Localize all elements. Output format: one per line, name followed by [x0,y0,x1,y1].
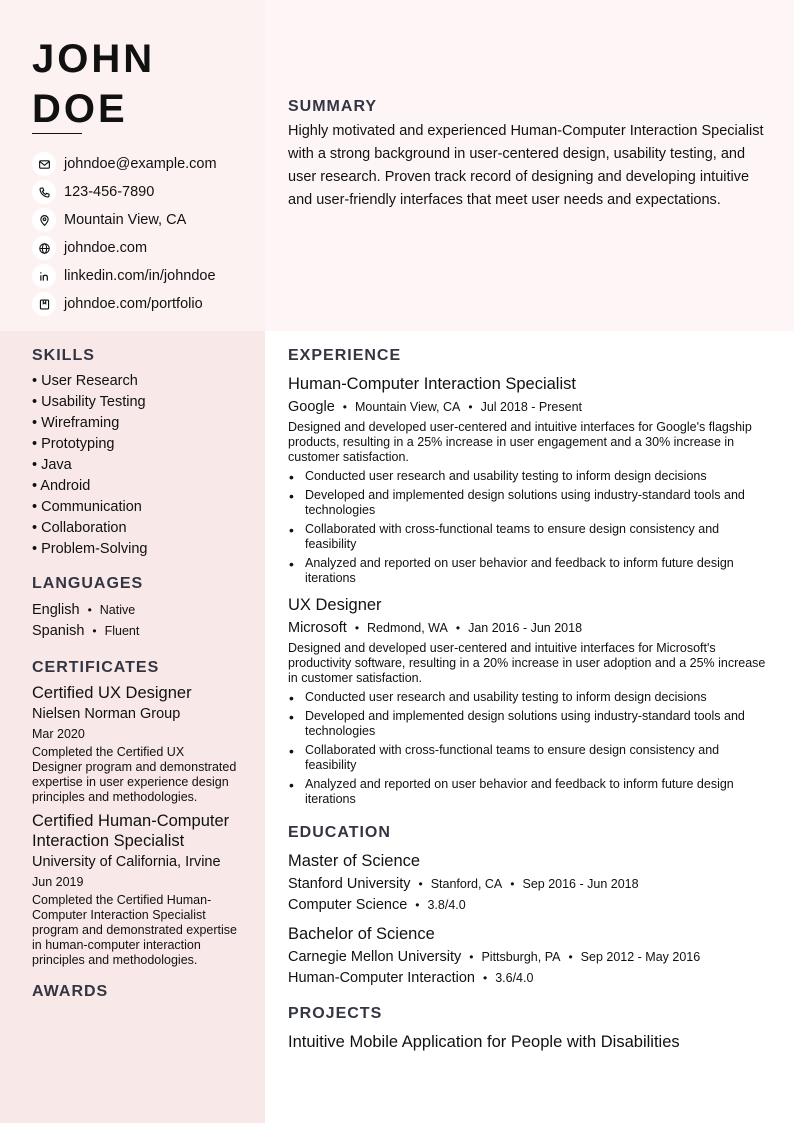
certificate-date: Mar 2020 [32,727,85,741]
language-level: Native [99,603,136,617]
certificate-item [32,811,237,968]
education-location: Pittsburgh, PA [481,950,561,964]
separator-dot: • [482,971,488,985]
job-location: Mountain View, CA [354,400,461,414]
name-last: DOE [32,87,128,131]
skill-item: • Usability Testing [32,394,146,410]
job-dates: Jul 2018 - Present [480,400,583,414]
education-dates: Sep 2012 - May 2016 [580,950,701,964]
contact-linkedin-text: linkedin.com/in/johndoe [64,268,216,284]
job-meta [288,618,768,638]
job-description: Designed and developed user-centered and intuitive interfaces for Google's flagship products, resulting in a 25% increase in user engagement and a 30% increase in customer satisfaction. [288,420,752,464]
skills-heading: SKILLS [32,347,95,364]
separator-dot: • [415,898,420,912]
contact-email-text: johndoe@example.com [64,156,217,172]
languages-heading: LANGUAGES [32,575,144,592]
job-bullets [288,690,768,807]
mail-icon [32,152,56,176]
main-column [288,347,768,1052]
separator-dot: • [418,877,423,891]
separator-dot: • [92,624,97,638]
awards-heading: AWARDS [32,983,109,1000]
contact-email[interactable] [32,150,257,178]
contact-phone-text: 123-456-7890 [64,184,155,200]
education-meta [288,947,768,967]
project-entry [288,1032,768,1052]
contact-location [32,206,257,234]
separator-dot: • [455,621,461,635]
skills-list [32,371,237,560]
language-item [32,621,237,642]
education-gpa: 3.6/4.0 [495,971,534,985]
language-name: Spanish [32,623,85,639]
education-school: Stanford University [288,876,411,892]
education-dates: Sep 2016 - Jun 2018 [522,877,639,891]
job-bullet: • Conducted user research and usability testing to inform design decisions [288,469,768,484]
separator-dot: • [510,877,515,891]
contact-portfolio[interactable] [32,290,257,318]
skill-item: • Collaboration [32,520,127,536]
skill-item: • Android [32,478,91,494]
contact-phone[interactable] [32,178,257,206]
separator-dot: • [87,603,92,617]
education-field: Human-Computer Interaction [288,970,475,986]
separator-dot: • [469,950,474,964]
certificate-org: Nielsen Norman Group [32,706,181,722]
summary-text: Highly motivated and experienced Human-Computer Interaction Specialist with a strong background in user-centered design, usability testing, and user research. Proven track record of designing and developing intuitive and user-friendly interfaces that meet user needs and expectations. [288,123,764,208]
education-field-row [288,895,768,915]
contact-website[interactable] [32,234,257,262]
skill-item: • Communication [32,499,142,515]
certificate-date: Jun 2019 [32,875,84,889]
skill-item: • Prototyping [32,436,115,452]
job-meta [288,397,768,417]
contact-location-text: Mountain View, CA [64,212,187,228]
contact-portfolio-text: johndoe.com/portfolio [64,296,203,312]
separator-dot: • [354,621,360,635]
job-bullet: • Conducted user research and usability testing to inform design decisions [288,690,768,705]
job-entry [288,374,768,586]
job-dates: Jan 2016 - Jun 2018 [468,621,583,635]
education-meta [288,874,768,894]
job-bullet: • Analyzed and reported on user behavior and feedback to inform future design iterations [288,777,768,807]
skill-item: • User Research [32,373,138,389]
language-name: English [32,602,80,618]
contact-linkedin[interactable] [32,262,257,290]
name-first: JOHN [32,37,156,81]
certificate-description: Completed the Certified UX Designer program and demonstrated expertise in user experience design principles and methodologies. [32,745,237,804]
location-icon [32,208,56,232]
name-divider [32,133,82,134]
job-company: Google [288,399,335,415]
job-bullet: • Collaborated with cross-functional teams to ensure design consistency and feasibility [288,522,768,552]
job-location: Redmond, WA [367,621,448,635]
job-bullet: • Developed and implemented design solutions using industry-standard tools and technologies [288,488,768,518]
separator-dot: • [568,950,573,964]
job-company: Microsoft [288,620,347,636]
job-bullet: • Developed and implemented design solutions using industry-standard tools and technologies [288,709,768,739]
certificate-title: Certified Human-Computer Interaction Specialist [32,812,230,850]
job-title: Human-Computer Interaction Specialist [288,375,576,393]
job-bullet: • Analyzed and reported on user behavior and feedback to inform future design iterations [288,556,768,586]
certificate-description: Completed the Certified Human-Computer Interaction Specialist program and demonstrated expertise in human-computer interaction principles and methodologies. [32,893,237,967]
certificate-item [32,683,237,805]
phone-icon [32,180,56,204]
skill-item: • Java [32,457,72,473]
candidate-name [32,34,252,134]
job-entry [288,595,768,807]
education-location: Stanford, CA [430,877,503,891]
sidebar [32,347,237,1001]
linkedin-icon [32,264,56,288]
language-level: Fluent [104,624,140,638]
education-field: Computer Science [288,897,408,913]
contact-website-text: johndoe.com [64,240,148,256]
education-school: Carnegie Mellon University [288,949,462,965]
projects-heading: PROJECTS [288,1005,383,1022]
portfolio-icon [32,292,56,316]
project-title: Intuitive Mobile Application for People with Disabilities [288,1033,680,1051]
education-entry [288,924,768,988]
globe-icon [32,236,56,260]
summary-heading: SUMMARY [288,98,378,115]
certificate-org: University of California, Irvine [32,854,221,870]
education-degree: Bachelor of Science [288,925,435,943]
languages-list [32,600,237,642]
certificate-title: Certified UX Designer [32,684,192,702]
certificates-heading: CERTIFICATES [32,659,160,676]
job-bullets [288,469,768,586]
skill-item: • Wireframing [32,415,120,431]
education-gpa: 3.8/4.0 [427,898,466,912]
job-bullet: • Collaborated with cross-functional teams to ensure design consistency and feasibility [288,743,768,773]
education-degree: Master of Science [288,852,421,870]
language-item [32,600,237,621]
skill-item: • Problem-Solving [32,541,148,557]
job-title: UX Designer [288,596,382,614]
education-field-row [288,968,768,988]
separator-dot: • [342,400,347,414]
job-description: Designed and developed user-centered and intuitive interfaces for Microsoft's productivity software, resulting in a 20% increase in user adoption and a 25% increase in customer satisfaction. [288,641,766,685]
education-entry [288,851,768,915]
contact-list [32,150,257,318]
separator-dot: • [468,400,473,414]
education-heading: EDUCATION [288,824,391,841]
summary-section [288,98,768,212]
experience-heading: EXPERIENCE [288,347,402,364]
